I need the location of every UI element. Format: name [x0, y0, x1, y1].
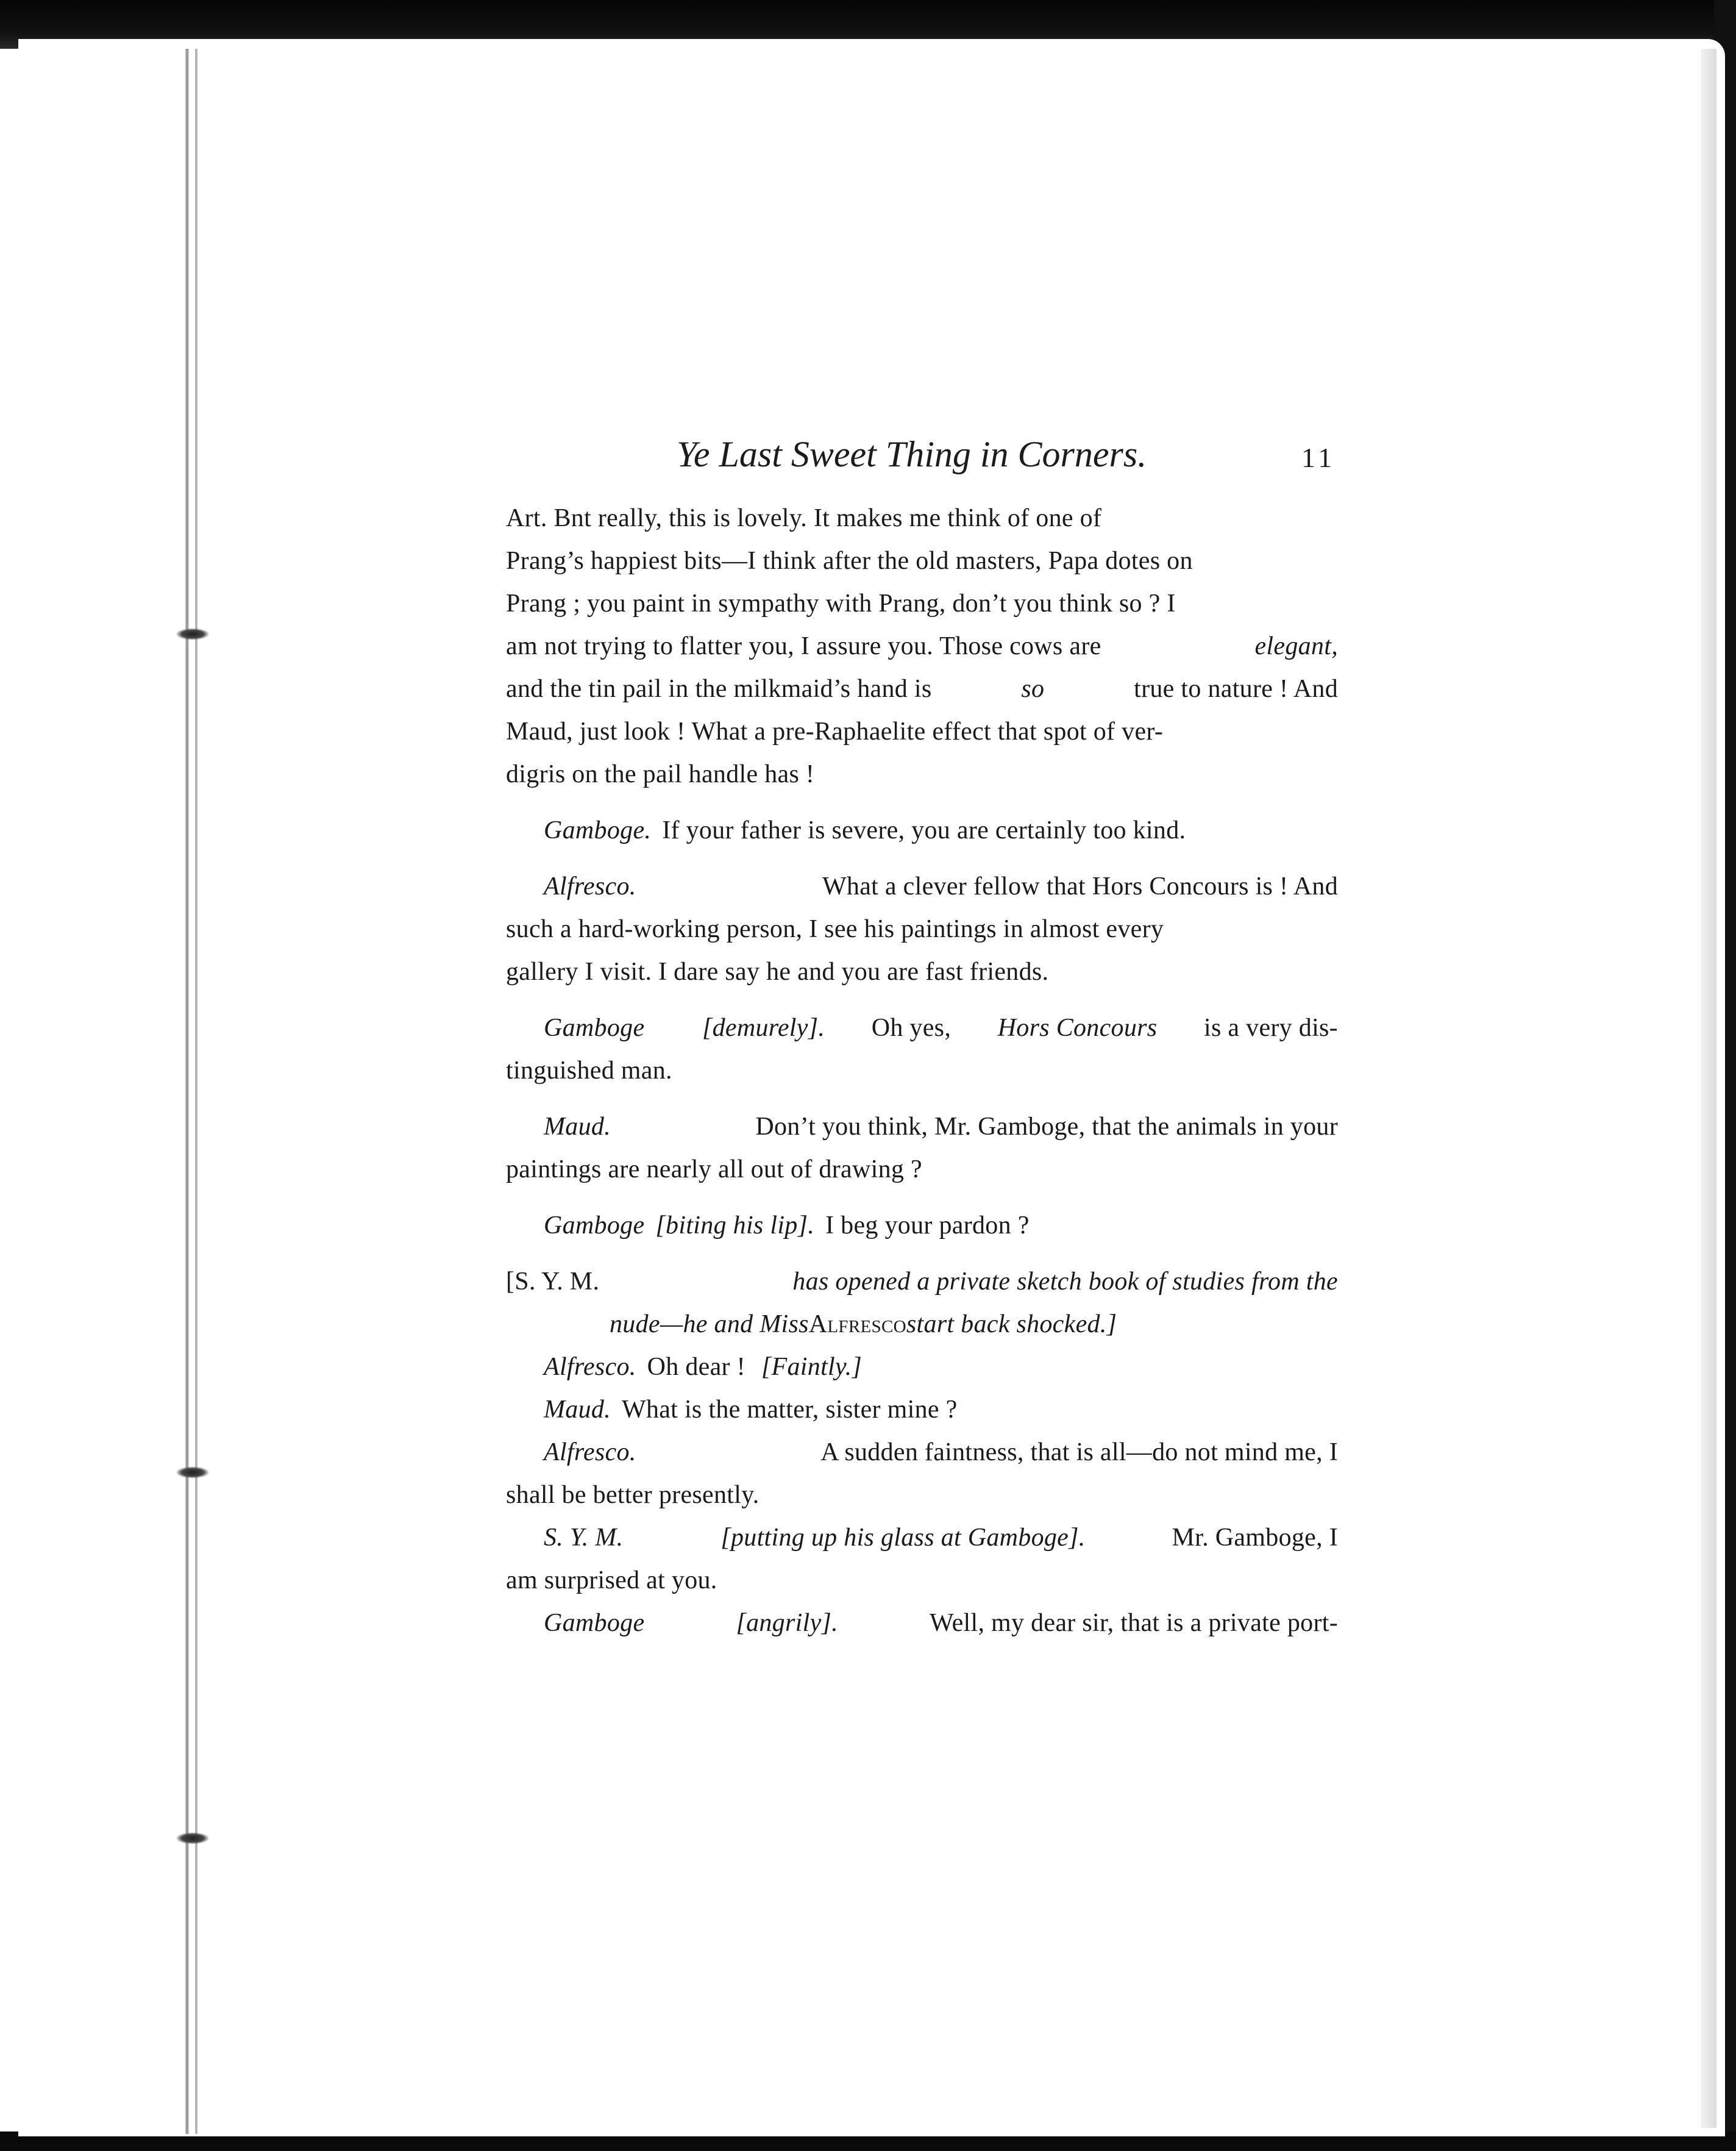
dialogue-line: Gamboge [angrily]. Well, my dear sir, that is a private port-: [506, 1602, 1338, 1644]
emphasis: elegant,: [1254, 632, 1338, 660]
speaker-name: Gamboge.: [544, 816, 652, 844]
page-body: [506, 497, 1338, 1644]
dialogue-line: Alfresco. Oh dear ! [Faintly.]: [506, 1346, 1338, 1388]
speaker-name: Gamboge: [544, 1211, 645, 1240]
emphasis: so: [1021, 675, 1045, 703]
page-edge: [1701, 49, 1716, 2128]
binding-stitch: [176, 628, 210, 640]
dialogue-line: Gamboge [demurely]. Oh yes, Hors Concours is a very dis-: [506, 1007, 1338, 1049]
text-line: gallery I visit. I dare say he and you are fast friends.: [506, 958, 1049, 986]
stage-direction: [demurely].: [702, 1014, 825, 1042]
speaker-name: Alfresco.: [544, 1438, 636, 1466]
stage-direction-line: nude—he and Miss Alfresco start back shocked.]: [506, 1303, 1338, 1346]
text-line: shall be better presently.: [506, 1481, 760, 1509]
speaker-name: Alfresco.: [544, 1353, 636, 1381]
text-line: tinguished man.: [506, 1057, 672, 1085]
dialogue-line: Gamboge. If your father is severe, you are certainly too kind.: [506, 809, 1338, 852]
text-line: Art. Bnt really, this is lovely. It makes me think of one of: [506, 504, 1102, 532]
book-binding-gutter: [183, 49, 201, 2134]
speaker-name: Gamboge: [544, 1014, 645, 1042]
dialogue-line: Maud. Don’t you think, Mr. Gamboge, that the animals in your: [506, 1105, 1338, 1148]
speaker-name: Gamboge: [544, 1609, 645, 1637]
running-title: Ye Last Sweet Thing in Corners.: [677, 434, 1147, 474]
text-line: digris on the pail handle has !: [506, 760, 815, 788]
speaker-name: S. Y. M.: [544, 1524, 624, 1552]
stage-direction: [biting his lip].: [655, 1211, 815, 1240]
text-line: am not trying to flatter you, I assure you. Those cows are elegant,: [506, 625, 1338, 668]
dialogue-line: Alfresco. A sudden faintness, that is all—do not mind me, I: [506, 1431, 1338, 1474]
stage-direction: [Faintly.]: [761, 1353, 863, 1381]
binding-stitch: [176, 1466, 210, 1479]
text-line: paintings are nearly all out of drawing ?: [506, 1155, 922, 1183]
speaker-name: Maud.: [544, 1113, 611, 1141]
character-name: Alfresco: [808, 1310, 906, 1338]
stage-direction: [angrily].: [736, 1609, 838, 1637]
page-number: 11: [1301, 442, 1336, 473]
text-line: and the tin pail in the milkmaid’s hand is so true to nature ! And: [506, 668, 1338, 710]
emphasis: Hors Concours: [997, 1014, 1158, 1042]
speaker-name: Maud.: [544, 1396, 611, 1424]
text-line: Prang ; you paint in sympathy with Prang, don’t you think so ? I: [506, 590, 1176, 618]
stage-direction-line: [S. Y. M. has opened a private sketch book of studies from the: [506, 1260, 1338, 1303]
dialogue-line: Maud. What is the matter, sister mine ?: [506, 1388, 1338, 1431]
text-line: Maud, just look ! What a pre-Raphaelite effect that spot of ver-: [506, 718, 1164, 746]
binding-stitch: [176, 1832, 210, 1844]
binding-thread: [185, 49, 189, 2134]
speaker-name: Alfresco.: [544, 872, 636, 901]
stage-direction: has opened a private sketch book of studies from the: [792, 1268, 1338, 1296]
text-line: am surprised at you.: [506, 1566, 717, 1594]
text-line: such a hard-working person, I see his paintings in almost every: [506, 915, 1164, 943]
text-line: Prang’s happiest bits—I think after the old masters, Papa dotes on: [506, 547, 1193, 575]
dialogue-line: Gamboge [biting his lip]. I beg your pardon ?: [506, 1204, 1338, 1247]
dialogue-line: S. Y. M. [putting up his glass at Gamboge]. Mr. Gamboge, I: [506, 1516, 1338, 1559]
stage-direction: [putting up his glass at Gamboge].: [720, 1524, 1086, 1552]
dialogue-line: Alfresco. What a clever fellow that Hors Concours is ! And: [506, 865, 1338, 908]
binding-fold: [195, 49, 197, 2134]
